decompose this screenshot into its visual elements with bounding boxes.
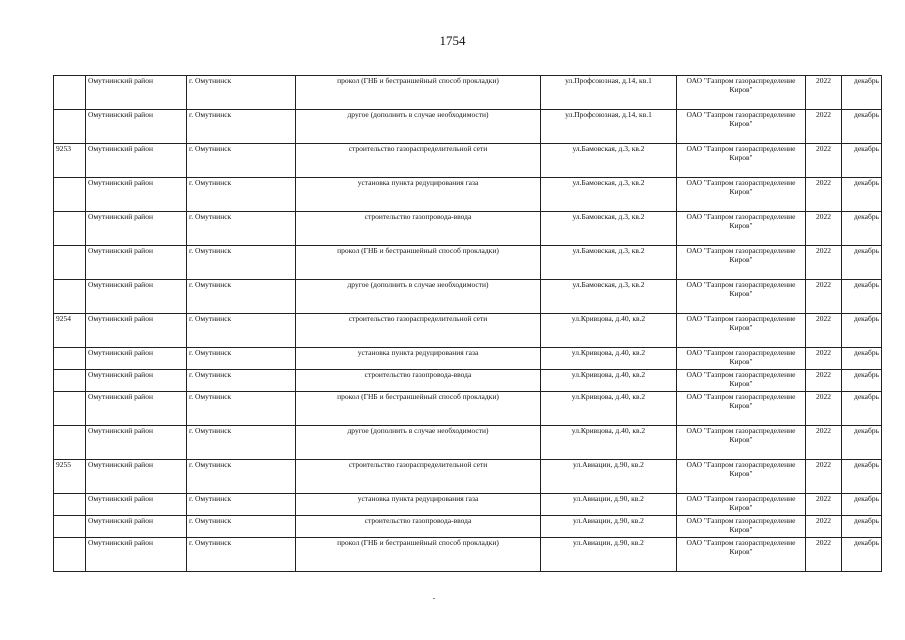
row-number [54, 348, 86, 370]
row-number [54, 212, 86, 246]
register-table [53, 75, 882, 572]
year-cell: 2022 [806, 370, 842, 392]
organization-cell: ОАО "Газпром газораспределение Киров" [677, 494, 806, 516]
district-cell: Омутнинский район [86, 178, 187, 212]
city-cell: г. Омутнинск [187, 110, 296, 144]
district-cell: Омутнинский район [86, 392, 187, 426]
city-cell: г. Омутнинск [187, 516, 296, 538]
month-cell: декабрь [842, 516, 882, 538]
address-cell: ул.Авиации, д.90, кв.2 [541, 538, 677, 572]
work-type-cell: установка пункта редуцирования газа [296, 494, 541, 516]
organization-cell: ОАО "Газпром газораспределение Киров" [677, 178, 806, 212]
row-number: 9254 [54, 314, 86, 348]
address-cell: ул.Кривцова, д.40, кв.2 [541, 348, 677, 370]
year-cell: 2022 [806, 460, 842, 494]
city-cell: г. Омутнинск [187, 280, 296, 314]
year-cell: 2022 [806, 212, 842, 246]
address-cell: ул.Кривцова, д.40, кв.2 [541, 392, 677, 426]
organization-cell: ОАО "Газпром газораспределение Киров" [677, 392, 806, 426]
table-row [54, 314, 882, 348]
city-cell: г. Омутнинск [187, 370, 296, 392]
month-cell: декабрь [842, 280, 882, 314]
organization-cell: ОАО "Газпром газораспределение Киров" [677, 144, 806, 178]
work-type-cell: другое (дополнить в случае необходимости) [296, 280, 541, 314]
work-type-cell: прокол (ГНБ и бестраншейный способ прокладки) [296, 76, 541, 110]
row-number [54, 538, 86, 572]
month-cell: декабрь [842, 76, 882, 110]
year-cell: 2022 [806, 246, 842, 280]
table-row [54, 246, 882, 280]
year-cell: 2022 [806, 280, 842, 314]
district-cell: Омутнинский район [86, 370, 187, 392]
table-row [54, 144, 882, 178]
month-cell: декабрь [842, 426, 882, 460]
organization-cell: ОАО "Газпром газораспределение Киров" [677, 280, 806, 314]
row-number [54, 516, 86, 538]
address-cell: ул.Кривцова, д.40, кв.2 [541, 314, 677, 348]
month-cell: декабрь [842, 460, 882, 494]
city-cell: г. Омутнинск [187, 348, 296, 370]
district-cell: Омутнинский район [86, 426, 187, 460]
table-row [54, 178, 882, 212]
row-number [54, 178, 86, 212]
district-cell: Омутнинский район [86, 348, 187, 370]
year-cell: 2022 [806, 494, 842, 516]
organization-cell: ОАО "Газпром газораспределение Киров" [677, 460, 806, 494]
organization-cell: ОАО "Газпром газораспределение Киров" [677, 516, 806, 538]
work-type-cell: другое (дополнить в случае необходимости) [296, 110, 541, 144]
work-type-cell: строительство газопровода-ввода [296, 516, 541, 538]
year-cell: 2022 [806, 110, 842, 144]
district-cell: Омутнинский район [86, 76, 187, 110]
year-cell: 2022 [806, 538, 842, 572]
address-cell: ул.Бамовская, д.3, кв.2 [541, 246, 677, 280]
work-type-cell: строительство газопровода-ввода [296, 370, 541, 392]
organization-cell: ОАО "Газпром газораспределение Киров" [677, 314, 806, 348]
year-cell: 2022 [806, 76, 842, 110]
month-cell: декабрь [842, 178, 882, 212]
address-cell: ул.Профсоюзная, д.14, кв.1 [541, 76, 677, 110]
work-type-cell: установка пункта редуцирования газа [296, 348, 541, 370]
row-number [54, 426, 86, 460]
row-number [54, 370, 86, 392]
city-cell: г. Омутнинск [187, 314, 296, 348]
address-cell: ул.Профсоюзная, д.14, кв.1 [541, 110, 677, 144]
organization-cell: ОАО "Газпром газораспределение Киров" [677, 426, 806, 460]
district-cell: Омутнинский район [86, 494, 187, 516]
organization-cell: ОАО "Газпром газораспределение Киров" [677, 538, 806, 572]
year-cell: 2022 [806, 392, 842, 426]
work-type-cell: прокол (ГНБ и бестраншейный способ прокладки) [296, 392, 541, 426]
organization-cell: ОАО "Газпром газораспределение Киров" [677, 370, 806, 392]
address-cell: ул.Бамовская, д.3, кв.2 [541, 144, 677, 178]
month-cell: декабрь [842, 110, 882, 144]
organization-cell: ОАО "Газпром газораспределение Киров" [677, 110, 806, 144]
table-row [54, 460, 882, 494]
district-cell: Омутнинский район [86, 314, 187, 348]
table-row [54, 538, 882, 572]
table-row [54, 212, 882, 246]
city-cell: г. Омутнинск [187, 392, 296, 426]
month-cell: декабрь [842, 494, 882, 516]
month-cell: декабрь [842, 246, 882, 280]
organization-cell: ОАО "Газпром газораспределение Киров" [677, 348, 806, 370]
row-number: 9255 [54, 460, 86, 494]
year-cell: 2022 [806, 178, 842, 212]
year-cell: 2022 [806, 348, 842, 370]
city-cell: г. Омутнинск [187, 460, 296, 494]
organization-cell: ОАО "Газпром газораспределение Киров" [677, 76, 806, 110]
year-cell: 2022 [806, 144, 842, 178]
address-cell: ул.Бамовская, д.3, кв.2 [541, 212, 677, 246]
work-type-cell: установка пункта редуцирования газа [296, 178, 541, 212]
work-type-cell: строительство газораспределительной сети [296, 314, 541, 348]
table-row [54, 348, 882, 370]
work-type-cell: строительство газопровода-ввода [296, 212, 541, 246]
month-cell: декабрь [842, 144, 882, 178]
table-row [54, 110, 882, 144]
district-cell: Омутнинский район [86, 280, 187, 314]
organization-cell: ОАО "Газпром газораспределение Киров" [677, 212, 806, 246]
organization-cell: ОАО "Газпром газораспределение Киров" [677, 246, 806, 280]
address-cell: ул.Авиации, д.90, кв.2 [541, 516, 677, 538]
scan-speck [433, 598, 435, 599]
table-row [54, 516, 882, 538]
city-cell: г. Омутнинск [187, 178, 296, 212]
row-number [54, 246, 86, 280]
city-cell: г. Омутнинск [187, 144, 296, 178]
row-number [54, 392, 86, 426]
city-cell: г. Омутнинск [187, 246, 296, 280]
table-row [54, 392, 882, 426]
table-row [54, 426, 882, 460]
city-cell: г. Омутнинск [187, 212, 296, 246]
month-cell: декабрь [842, 392, 882, 426]
district-cell: Омутнинский район [86, 246, 187, 280]
district-cell: Омутнинский район [86, 212, 187, 246]
month-cell: декабрь [842, 538, 882, 572]
address-cell: ул.Бамовская, д.3, кв.2 [541, 178, 677, 212]
row-number [54, 76, 86, 110]
district-cell: Омутнинский район [86, 516, 187, 538]
year-cell: 2022 [806, 314, 842, 348]
address-cell: ул.Бамовская, д.3, кв.2 [541, 280, 677, 314]
address-cell: ул.Кривцова, д.40, кв.2 [541, 370, 677, 392]
address-cell: ул.Кривцова, д.40, кв.2 [541, 426, 677, 460]
month-cell: декабрь [842, 370, 882, 392]
table-row [54, 370, 882, 392]
row-number [54, 110, 86, 144]
month-cell: декабрь [842, 314, 882, 348]
city-cell: г. Омутнинск [187, 76, 296, 110]
district-cell: Омутнинский район [86, 460, 187, 494]
address-cell: ул.Авиации, д.90, кв.2 [541, 494, 677, 516]
year-cell: 2022 [806, 516, 842, 538]
work-type-cell: другое (дополнить в случае необходимости) [296, 426, 541, 460]
row-number [54, 494, 86, 516]
city-cell: г. Омутнинск [187, 426, 296, 460]
city-cell: г. Омутнинск [187, 494, 296, 516]
district-cell: Омутнинский район [86, 144, 187, 178]
district-cell: Омутнинский район [86, 110, 187, 144]
month-cell: декабрь [842, 348, 882, 370]
month-cell: декабрь [842, 212, 882, 246]
year-cell: 2022 [806, 426, 842, 460]
district-cell: Омутнинский район [86, 538, 187, 572]
work-type-cell: прокол (ГНБ и бестраншейный способ прокладки) [296, 246, 541, 280]
address-cell: ул.Авиации, д.90, кв.2 [541, 460, 677, 494]
table-row [54, 76, 882, 110]
page-number: 1754 [439, 33, 466, 48]
work-type-cell: строительство газораспределительной сети [296, 460, 541, 494]
table-row [54, 494, 882, 516]
work-type-cell: прокол (ГНБ и бестраншейный способ прокладки) [296, 538, 541, 572]
row-number [54, 280, 86, 314]
work-type-cell: строительство газораспределительной сети [296, 144, 541, 178]
city-cell: г. Омутнинск [187, 538, 296, 572]
row-number: 9253 [54, 144, 86, 178]
table-row [54, 280, 882, 314]
